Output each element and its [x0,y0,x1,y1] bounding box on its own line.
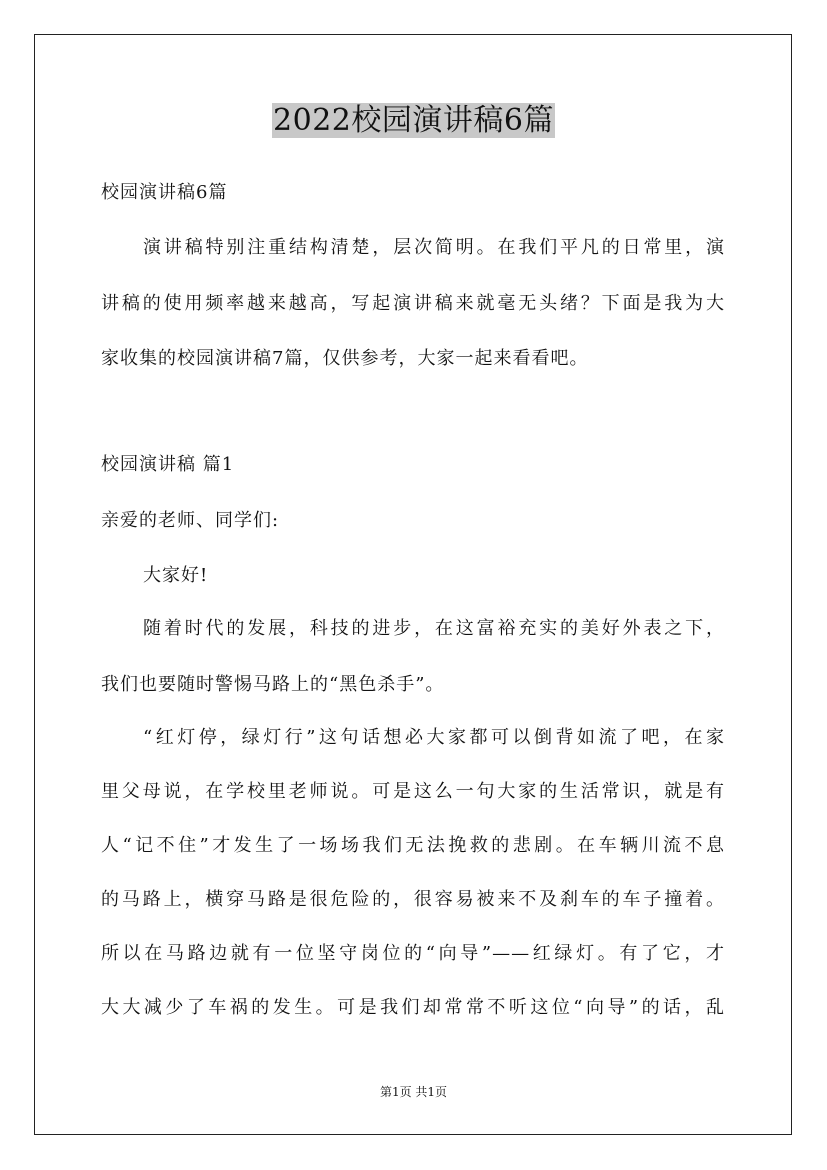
intro-line: 讲稿的使用频率越来越高，写起演讲稿来就毫无头绪？下面是我为大 [101,293,725,314]
paragraph-line: 我们也要随时警惕马路上的“黑色杀手”。 [101,674,445,695]
page-footer: 第1页 共1页 [379,1085,448,1099]
document-title-text: 2022校园演讲稿6篇 [273,103,554,138]
paragraph-line: 的马路上，横穿马路是很危险的，很容易被来不及刹车的车子撞着。 [101,889,725,910]
paragraph-line: 所以在马路边就有一位坚守岗位的“向导”——红绿灯。有了它，才 [101,943,725,964]
intro-line: 家收集的校园演讲稿7篇，仅供参考，大家一起来看看吧。 [101,348,589,369]
paragraph-line: 随着时代的发展，科技的进步，在这富裕充实的美好外表之下， [143,618,725,639]
paragraph-line: 里父母说，在学校里老师说。可是这么一句大家的生活常识，就是有 [101,781,725,802]
paragraph-line: “红灯停，绿灯行”这句话想必大家都可以倒背如流了吧，在家 [143,727,725,748]
document-title [0,100,827,142]
section-heading: 校园演讲稿 篇1 [101,454,235,475]
salutation: 亲爱的老师、同学们: [101,510,280,531]
greeting: 大家好! [143,565,209,586]
paragraph-line: 人“记不住”才发生了一场场我们无法挽救的悲剧。在车辆川流不息 [101,835,725,856]
paragraph-line: 大大减少了车祸的发生。可是我们却常常不听这位“向导”的话，乱 [101,997,725,1018]
subtitle: 校园演讲稿6篇 [101,182,228,203]
intro-line: 演讲稿特别注重结构清楚，层次简明。在我们平凡的日常里，演 [143,237,725,258]
